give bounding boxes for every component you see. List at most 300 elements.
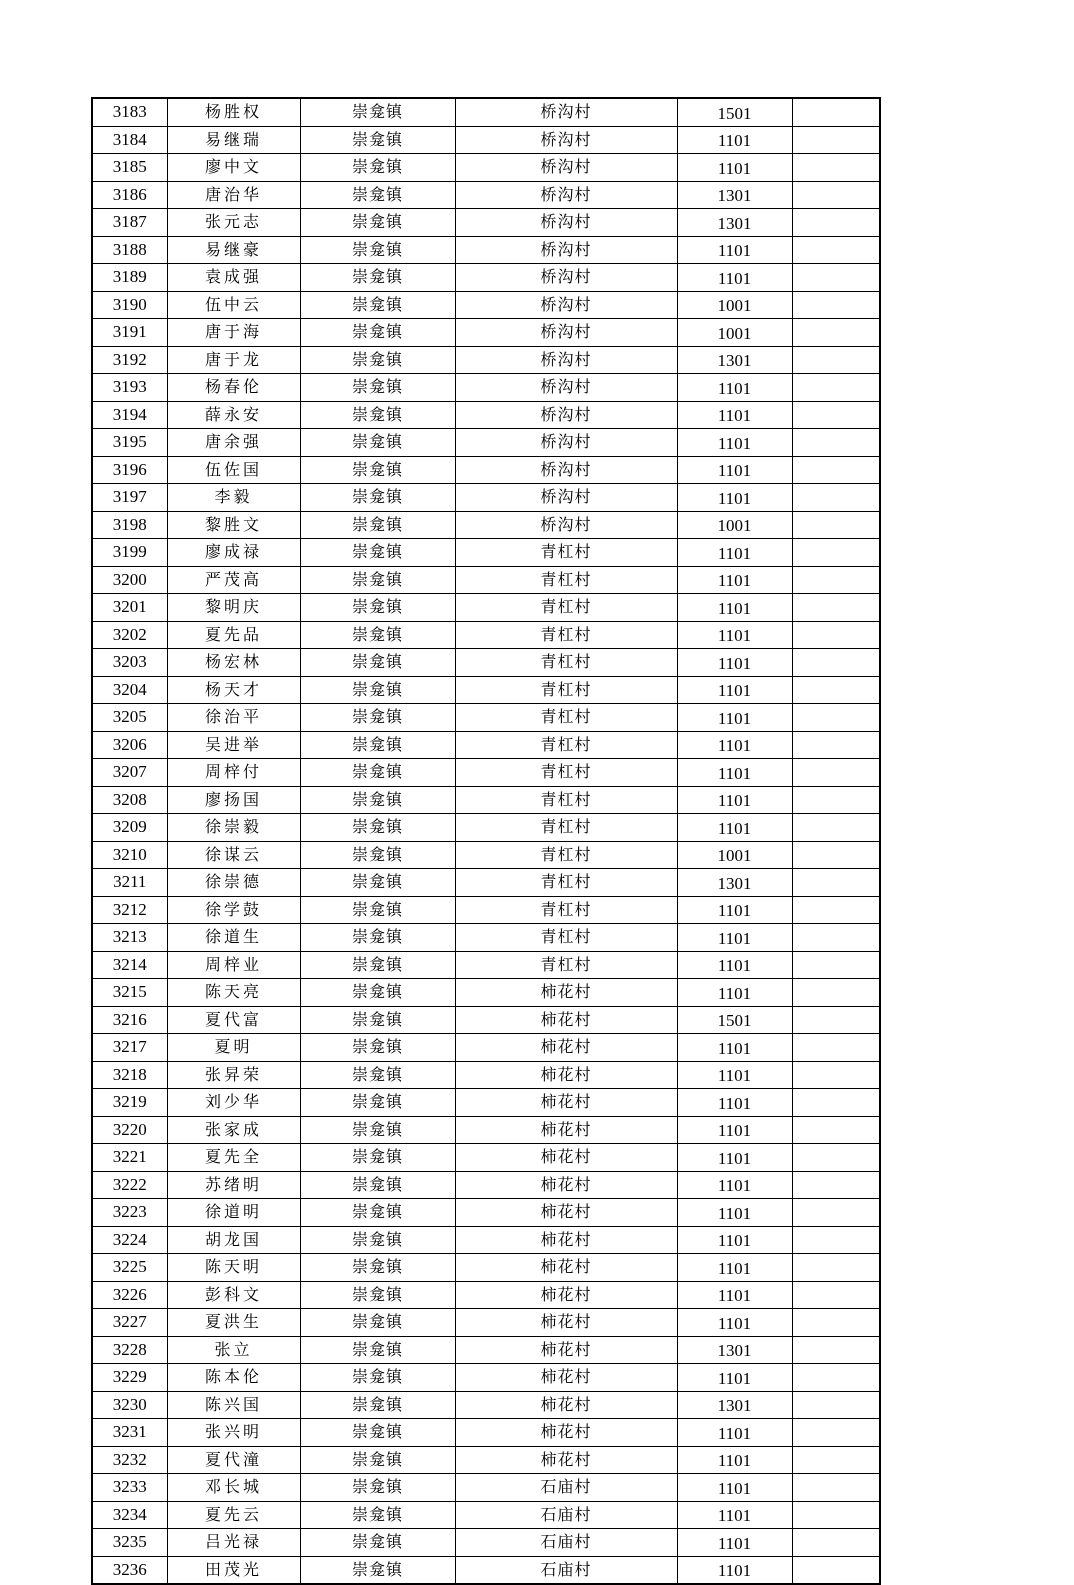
table-row (92, 759, 880, 787)
row-number-cell: 3219 (92, 1089, 167, 1117)
table-row (92, 1199, 880, 1227)
table-row (92, 456, 880, 484)
name-cell: 伍中云 (167, 291, 300, 319)
row-number-cell: 3210 (92, 841, 167, 869)
empty-cell (792, 539, 880, 567)
empty-cell (792, 429, 880, 457)
village-cell: 桥沟村 (455, 346, 677, 374)
empty-cell (792, 924, 880, 952)
name-cell: 杨天才 (167, 676, 300, 704)
empty-cell (792, 649, 880, 677)
empty-cell (792, 209, 880, 237)
code-cell: 1101 (677, 731, 792, 759)
empty-cell (792, 1254, 880, 1282)
row-number-cell: 3185 (92, 154, 167, 182)
table-row (92, 1144, 880, 1172)
code-cell: 1101 (677, 951, 792, 979)
village-cell: 柿花村 (455, 1061, 677, 1089)
town-cell: 崇龛镇 (300, 1116, 455, 1144)
empty-cell (792, 896, 880, 924)
row-number-cell: 3228 (92, 1336, 167, 1364)
row-number-cell: 3232 (92, 1446, 167, 1474)
town-cell: 崇龛镇 (300, 456, 455, 484)
row-number-cell: 3214 (92, 951, 167, 979)
row-number-cell: 3183 (92, 98, 167, 126)
row-number-cell: 3188 (92, 236, 167, 264)
row-number-cell: 3229 (92, 1364, 167, 1392)
table-row (92, 1556, 880, 1584)
village-cell: 青杠村 (455, 759, 677, 787)
town-cell: 崇龛镇 (300, 1419, 455, 1447)
table-row (92, 1034, 880, 1062)
town-cell: 崇龛镇 (300, 1006, 455, 1034)
row-number-cell: 3234 (92, 1501, 167, 1529)
town-cell: 崇龛镇 (300, 209, 455, 237)
table-row (92, 264, 880, 292)
name-cell: 廖中文 (167, 154, 300, 182)
empty-cell (792, 731, 880, 759)
village-cell: 青杠村 (455, 951, 677, 979)
code-cell: 1101 (677, 374, 792, 402)
code-cell: 1101 (677, 896, 792, 924)
empty-cell (792, 1006, 880, 1034)
row-number-cell: 3186 (92, 181, 167, 209)
name-cell: 周梓业 (167, 951, 300, 979)
table-row (92, 924, 880, 952)
town-cell: 崇龛镇 (300, 924, 455, 952)
empty-cell (792, 1474, 880, 1502)
table-row (92, 319, 880, 347)
town-cell: 崇龛镇 (300, 1391, 455, 1419)
row-number-cell: 3199 (92, 539, 167, 567)
village-cell: 桥沟村 (455, 264, 677, 292)
town-cell: 崇龛镇 (300, 676, 455, 704)
town-cell: 崇龛镇 (300, 126, 455, 154)
name-cell: 黎胜文 (167, 511, 300, 539)
name-cell: 杨胜权 (167, 98, 300, 126)
empty-cell (792, 319, 880, 347)
code-cell: 1101 (677, 759, 792, 787)
table-row (92, 126, 880, 154)
code-cell: 1101 (677, 236, 792, 264)
code-cell: 1101 (677, 1281, 792, 1309)
village-cell: 柿花村 (455, 1199, 677, 1227)
name-cell: 夏先云 (167, 1501, 300, 1529)
name-cell: 苏绪明 (167, 1171, 300, 1199)
row-number-cell: 3207 (92, 759, 167, 787)
row-number-cell: 3195 (92, 429, 167, 457)
name-cell: 徐崇毅 (167, 814, 300, 842)
town-cell: 崇龛镇 (300, 1501, 455, 1529)
village-cell: 青杠村 (455, 566, 677, 594)
table-row (92, 594, 880, 622)
town-cell: 崇龛镇 (300, 1336, 455, 1364)
village-cell: 桥沟村 (455, 154, 677, 182)
empty-cell (792, 346, 880, 374)
empty-cell (792, 759, 880, 787)
code-cell: 1101 (677, 1116, 792, 1144)
table-row (92, 154, 880, 182)
empty-cell (792, 1116, 880, 1144)
row-number-cell: 3208 (92, 786, 167, 814)
empty-cell (792, 1501, 880, 1529)
village-cell: 柿花村 (455, 1089, 677, 1117)
empty-cell (792, 511, 880, 539)
empty-cell (792, 594, 880, 622)
empty-cell (792, 786, 880, 814)
village-cell: 青杠村 (455, 814, 677, 842)
table-row (92, 374, 880, 402)
empty-cell (792, 456, 880, 484)
code-cell: 1301 (677, 1391, 792, 1419)
code-cell: 1101 (677, 979, 792, 1007)
village-cell: 柿花村 (455, 1336, 677, 1364)
town-cell: 崇龛镇 (300, 1474, 455, 1502)
table-row (92, 1529, 880, 1557)
row-number-cell: 3212 (92, 896, 167, 924)
code-cell: 1101 (677, 1309, 792, 1337)
table-row (92, 1171, 880, 1199)
code-cell: 1101 (677, 484, 792, 512)
code-cell: 1301 (677, 869, 792, 897)
empty-cell (792, 841, 880, 869)
empty-cell (792, 1309, 880, 1337)
row-number-cell: 3203 (92, 649, 167, 677)
name-cell: 田茂光 (167, 1556, 300, 1584)
village-cell: 桥沟村 (455, 484, 677, 512)
village-cell: 桥沟村 (455, 236, 677, 264)
row-number-cell: 3201 (92, 594, 167, 622)
code-cell: 1101 (677, 456, 792, 484)
town-cell: 崇龛镇 (300, 621, 455, 649)
town-cell: 崇龛镇 (300, 979, 455, 1007)
name-cell: 张元志 (167, 209, 300, 237)
code-cell: 1101 (677, 1089, 792, 1117)
code-cell: 1101 (677, 401, 792, 429)
empty-cell (792, 566, 880, 594)
code-cell: 1101 (677, 1254, 792, 1282)
village-cell: 青杠村 (455, 786, 677, 814)
name-cell: 吴进举 (167, 731, 300, 759)
empty-cell (792, 484, 880, 512)
name-cell: 张家成 (167, 1116, 300, 1144)
table-row (92, 1474, 880, 1502)
name-cell: 徐道明 (167, 1199, 300, 1227)
name-cell: 徐谋云 (167, 841, 300, 869)
name-cell: 袁成强 (167, 264, 300, 292)
name-cell: 夏明 (167, 1034, 300, 1062)
village-cell: 柿花村 (455, 1116, 677, 1144)
town-cell: 崇龛镇 (300, 429, 455, 457)
town-cell: 崇龛镇 (300, 181, 455, 209)
row-number-cell: 3217 (92, 1034, 167, 1062)
row-number-cell: 3216 (92, 1006, 167, 1034)
row-number-cell: 3213 (92, 924, 167, 952)
code-cell: 1101 (677, 264, 792, 292)
empty-cell (792, 704, 880, 732)
empty-cell (792, 181, 880, 209)
table-row (92, 1281, 880, 1309)
village-cell: 青杠村 (455, 896, 677, 924)
row-number-cell: 3230 (92, 1391, 167, 1419)
town-cell: 崇龛镇 (300, 731, 455, 759)
town-cell: 崇龛镇 (300, 1199, 455, 1227)
table-row (92, 1226, 880, 1254)
town-cell: 崇龛镇 (300, 594, 455, 622)
village-cell: 青杠村 (455, 704, 677, 732)
code-cell: 1501 (677, 98, 792, 126)
code-cell: 1101 (677, 1061, 792, 1089)
code-cell: 1101 (677, 1501, 792, 1529)
empty-cell (792, 1364, 880, 1392)
town-cell: 崇龛镇 (300, 1556, 455, 1584)
table-row (92, 621, 880, 649)
village-cell: 柿花村 (455, 1446, 677, 1474)
row-number-cell: 3209 (92, 814, 167, 842)
code-cell: 1101 (677, 1474, 792, 1502)
village-cell: 柿花村 (455, 1171, 677, 1199)
table-row (92, 98, 880, 126)
village-cell: 柿花村 (455, 1309, 677, 1337)
name-cell: 夏代富 (167, 1006, 300, 1034)
row-number-cell: 3206 (92, 731, 167, 759)
table-row (92, 429, 880, 457)
town-cell: 崇龛镇 (300, 236, 455, 264)
name-cell: 夏先全 (167, 1144, 300, 1172)
name-cell: 徐道生 (167, 924, 300, 952)
code-cell: 1001 (677, 319, 792, 347)
empty-cell (792, 1446, 880, 1474)
row-number-cell: 3198 (92, 511, 167, 539)
empty-cell (792, 1144, 880, 1172)
code-cell: 1301 (677, 181, 792, 209)
village-cell: 桥沟村 (455, 401, 677, 429)
town-cell: 崇龛镇 (300, 1254, 455, 1282)
name-cell: 夏洪生 (167, 1309, 300, 1337)
town-cell: 崇龛镇 (300, 374, 455, 402)
empty-cell (792, 1336, 880, 1364)
table-row (92, 1006, 880, 1034)
name-cell: 陈天亮 (167, 979, 300, 1007)
row-number-cell: 3222 (92, 1171, 167, 1199)
code-cell: 1101 (677, 154, 792, 182)
empty-cell (792, 979, 880, 1007)
table-row (92, 869, 880, 897)
table-row (92, 1501, 880, 1529)
town-cell: 崇龛镇 (300, 291, 455, 319)
code-cell: 1101 (677, 1226, 792, 1254)
empty-cell (792, 98, 880, 126)
code-cell: 1101 (677, 676, 792, 704)
empty-cell (792, 1171, 880, 1199)
village-cell: 青杠村 (455, 676, 677, 704)
village-cell: 青杠村 (455, 594, 677, 622)
table-row (92, 731, 880, 759)
name-cell: 夏先品 (167, 621, 300, 649)
table-row (92, 484, 880, 512)
code-cell: 1101 (677, 1419, 792, 1447)
data-table (91, 97, 881, 1585)
code-cell: 1101 (677, 786, 792, 814)
row-number-cell: 3204 (92, 676, 167, 704)
table-row (92, 649, 880, 677)
table-row (92, 181, 880, 209)
name-cell: 唐于龙 (167, 346, 300, 374)
code-cell: 1101 (677, 649, 792, 677)
village-cell: 柿花村 (455, 1226, 677, 1254)
name-cell: 唐治华 (167, 181, 300, 209)
code-cell: 1101 (677, 539, 792, 567)
name-cell: 易继瑞 (167, 126, 300, 154)
name-cell: 黎明庆 (167, 594, 300, 622)
empty-cell (792, 1556, 880, 1584)
row-number-cell: 3215 (92, 979, 167, 1007)
table-row (92, 346, 880, 374)
table-row (92, 1254, 880, 1282)
village-cell: 柿花村 (455, 1364, 677, 1392)
code-cell: 1101 (677, 1556, 792, 1584)
town-cell: 崇龛镇 (300, 841, 455, 869)
town-cell: 崇龛镇 (300, 649, 455, 677)
name-cell: 廖成禄 (167, 539, 300, 567)
code-cell: 1101 (677, 429, 792, 457)
town-cell: 崇龛镇 (300, 869, 455, 897)
code-cell: 1001 (677, 291, 792, 319)
row-number-cell: 3187 (92, 209, 167, 237)
town-cell: 崇龛镇 (300, 1529, 455, 1557)
empty-cell (792, 1089, 880, 1117)
empty-cell (792, 951, 880, 979)
empty-cell (792, 1034, 880, 1062)
table-row (92, 511, 880, 539)
row-number-cell: 3196 (92, 456, 167, 484)
code-cell: 1101 (677, 594, 792, 622)
code-cell: 1101 (677, 126, 792, 154)
row-number-cell: 3202 (92, 621, 167, 649)
row-number-cell: 3236 (92, 1556, 167, 1584)
code-cell: 1101 (677, 566, 792, 594)
town-cell: 崇龛镇 (300, 759, 455, 787)
town-cell: 崇龛镇 (300, 484, 455, 512)
code-cell: 1101 (677, 704, 792, 732)
town-cell: 崇龛镇 (300, 896, 455, 924)
name-cell: 杨春伦 (167, 374, 300, 402)
village-cell: 青杠村 (455, 621, 677, 649)
town-cell: 崇龛镇 (300, 704, 455, 732)
town-cell: 崇龛镇 (300, 1034, 455, 1062)
table-row (92, 814, 880, 842)
empty-cell (792, 236, 880, 264)
village-cell: 青杠村 (455, 869, 677, 897)
row-number-cell: 3224 (92, 1226, 167, 1254)
town-cell: 崇龛镇 (300, 346, 455, 374)
empty-cell (792, 264, 880, 292)
row-number-cell: 3220 (92, 1116, 167, 1144)
town-cell: 崇龛镇 (300, 1061, 455, 1089)
village-cell: 石庙村 (455, 1474, 677, 1502)
village-cell: 柿花村 (455, 1281, 677, 1309)
row-number-cell: 3193 (92, 374, 167, 402)
town-cell: 崇龛镇 (300, 951, 455, 979)
table-row (92, 1364, 880, 1392)
row-number-cell: 3184 (92, 126, 167, 154)
table-row (92, 786, 880, 814)
table-row (92, 539, 880, 567)
code-cell: 1101 (677, 1034, 792, 1062)
empty-cell (792, 126, 880, 154)
row-number-cell: 3225 (92, 1254, 167, 1282)
table-row (92, 1116, 880, 1144)
table-row (92, 209, 880, 237)
row-number-cell: 3218 (92, 1061, 167, 1089)
town-cell: 崇龛镇 (300, 539, 455, 567)
empty-cell (792, 1419, 880, 1447)
code-cell: 1001 (677, 511, 792, 539)
table-row (92, 1446, 880, 1474)
empty-cell (792, 1281, 880, 1309)
name-cell: 邓长城 (167, 1474, 300, 1502)
village-cell: 桥沟村 (455, 126, 677, 154)
row-number-cell: 3205 (92, 704, 167, 732)
village-cell: 柿花村 (455, 1006, 677, 1034)
row-number-cell: 3194 (92, 401, 167, 429)
table-row (92, 236, 880, 264)
town-cell: 崇龛镇 (300, 154, 455, 182)
village-cell: 桥沟村 (455, 291, 677, 319)
village-cell: 桥沟村 (455, 374, 677, 402)
table-row (92, 1336, 880, 1364)
code-cell: 1101 (677, 621, 792, 649)
table-row (92, 291, 880, 319)
code-cell: 1101 (677, 814, 792, 842)
code-cell: 1001 (677, 841, 792, 869)
table-row (92, 704, 880, 732)
name-cell: 徐治平 (167, 704, 300, 732)
row-number-cell: 3192 (92, 346, 167, 374)
name-cell: 陈兴国 (167, 1391, 300, 1419)
row-number-cell: 3189 (92, 264, 167, 292)
town-cell: 崇龛镇 (300, 1281, 455, 1309)
village-cell: 青杠村 (455, 539, 677, 567)
row-number-cell: 3227 (92, 1309, 167, 1337)
empty-cell (792, 1529, 880, 1557)
name-cell: 徐崇德 (167, 869, 300, 897)
empty-cell (792, 1226, 880, 1254)
town-cell: 崇龛镇 (300, 814, 455, 842)
empty-cell (792, 1391, 880, 1419)
village-cell: 青杠村 (455, 731, 677, 759)
name-cell: 唐于海 (167, 319, 300, 347)
row-number-cell: 3190 (92, 291, 167, 319)
table-row (92, 566, 880, 594)
village-cell: 桥沟村 (455, 319, 677, 347)
village-cell: 青杠村 (455, 841, 677, 869)
row-number-cell: 3211 (92, 869, 167, 897)
table-row (92, 1309, 880, 1337)
row-number-cell: 3231 (92, 1419, 167, 1447)
row-number-cell: 3233 (92, 1474, 167, 1502)
village-cell: 桥沟村 (455, 209, 677, 237)
name-cell: 夏代潼 (167, 1446, 300, 1474)
name-cell: 刘少华 (167, 1089, 300, 1117)
town-cell: 崇龛镇 (300, 98, 455, 126)
name-cell: 周梓付 (167, 759, 300, 787)
empty-cell (792, 621, 880, 649)
code-cell: 1501 (677, 1006, 792, 1034)
name-cell: 张昇荣 (167, 1061, 300, 1089)
village-cell: 石庙村 (455, 1501, 677, 1529)
name-cell: 杨宏林 (167, 649, 300, 677)
